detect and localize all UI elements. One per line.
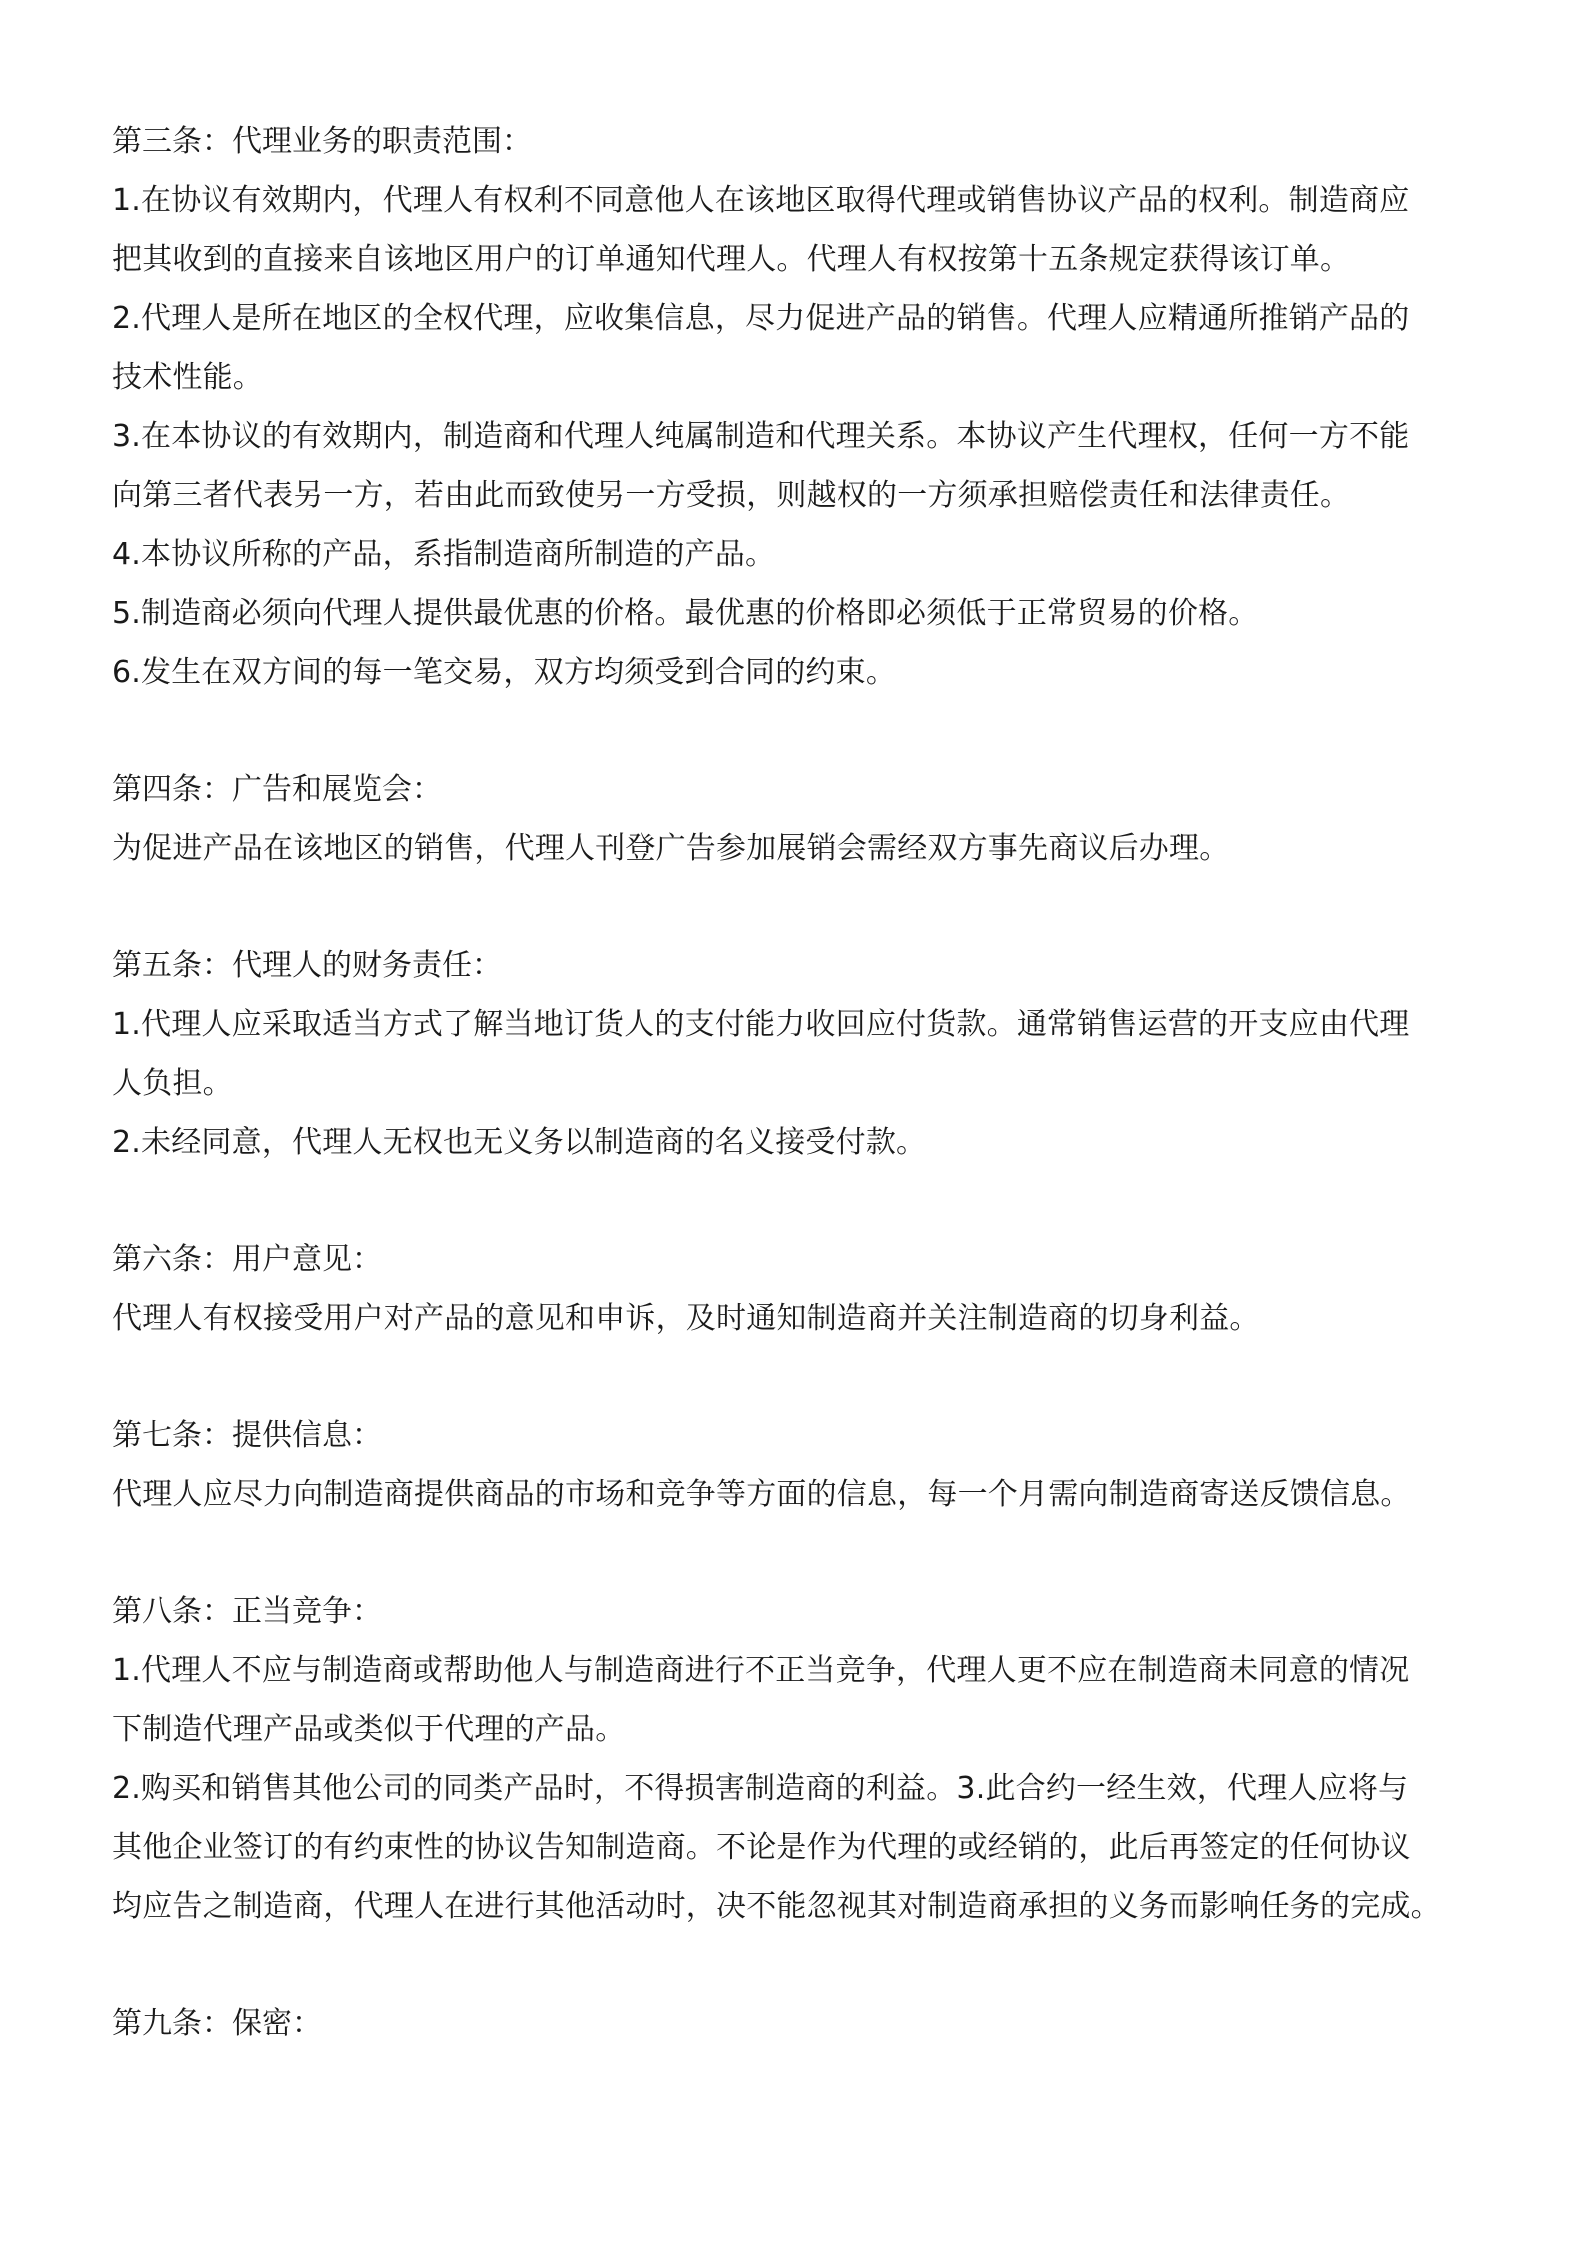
article-8 [112, 1582, 1476, 1936]
clause-line: 代理人应尽力向制造商提供商品的市场和竞争等方面的信息，每一个月需向制造商寄送反馈信息。 [112, 1477, 1411, 1512]
clause-line: 5.制造商必须向代理人提供最优惠的价格。最优惠的价格即必须低于正常贸易的价格。 [112, 596, 1259, 631]
article-heading: 第八条：正当竞争： [112, 1594, 382, 1629]
clause-line: 技术性能。 [112, 360, 263, 395]
clause-line: 下制造代理产品或类似于代理的产品。 [112, 1712, 626, 1747]
clause-line: 1.代理人应采取适当方式了解当地订货人的支付能力收回应付货款。通常销售运营的开支应由代理 [112, 1007, 1410, 1042]
clause-line: 其他企业签订的有约束性的协议告知制造商。不论是作为代理的或经销的，此后再签定的任何协议 [112, 1830, 1411, 1865]
article-5 [112, 936, 1476, 1172]
article-4 [112, 760, 1476, 878]
clause-line: 3.在本协议的有效期内，制造商和代理人纯属制造和代理关系。本协议产生代理权，任何一方不能 [112, 419, 1410, 454]
article-heading: 第六条：用户意见： [112, 1242, 382, 1277]
article-9 [112, 1994, 1476, 2053]
clause-line: 代理人有权接受用户对产品的意见和申诉，及时通知制造商并关注制造商的切身利益。 [112, 1301, 1260, 1336]
clause-line: 把其收到的直接来自该地区用户的订单通知代理人。代理人有权按第十五条规定获得该订单。 [112, 242, 1351, 277]
clause-line: 2.代理人是所在地区的全权代理，应收集信息，尽力促进产品的销售。代理人应精通所推销产品的 [112, 301, 1410, 336]
clause-line: 2.未经同意，代理人无权也无义务以制造商的名义接受付款。 [112, 1125, 927, 1160]
clause-line: 均应告之制造商，代理人在进行其他活动时，决不能忽视其对制造商承担的义务而影响任务的完成。 [112, 1889, 1441, 1924]
article-6 [112, 1230, 1476, 1348]
clause-line: 6.发生在双方间的每一笔交易，双方均须受到合同的约束。 [112, 655, 897, 690]
article-heading: 第七条：提供信息： [112, 1418, 382, 1453]
clause-line: 向第三者代表另一方，若由此而致使另一方受损，则越权的一方须承担赔偿责任和法律责任。 [112, 478, 1351, 513]
article-heading: 第三条：代理业务的职责范围： [112, 124, 532, 159]
article-heading: 第九条：保密： [112, 2006, 322, 2041]
article-7 [112, 1406, 1476, 1524]
article-heading: 第五条：代理人的财务责任： [112, 948, 502, 983]
clause-line: 人负担。 [112, 1066, 233, 1101]
article-3 [112, 112, 1476, 702]
clause-line: 为促进产品在该地区的销售，代理人刊登广告参加展销会需经双方事先商议后办理。 [112, 831, 1230, 866]
clause-line: 4.本协议所称的产品，系指制造商所制造的产品。 [112, 537, 776, 572]
article-heading: 第四条：广告和展览会： [112, 772, 442, 807]
clause-line: 2.购买和销售其他公司的同类产品时，不得损害制造商的利益。3.此合约一经生效，代理人应将与 [112, 1771, 1409, 1806]
clause-line: 1.在协议有效期内，代理人有权利不同意他人在该地区取得代理或销售协议产品的权利。制造商应 [112, 183, 1410, 218]
clause-line: 1.代理人不应与制造商或帮助他人与制造商进行不正当竞争，代理人更不应在制造商未同意的情况 [112, 1653, 1410, 1688]
